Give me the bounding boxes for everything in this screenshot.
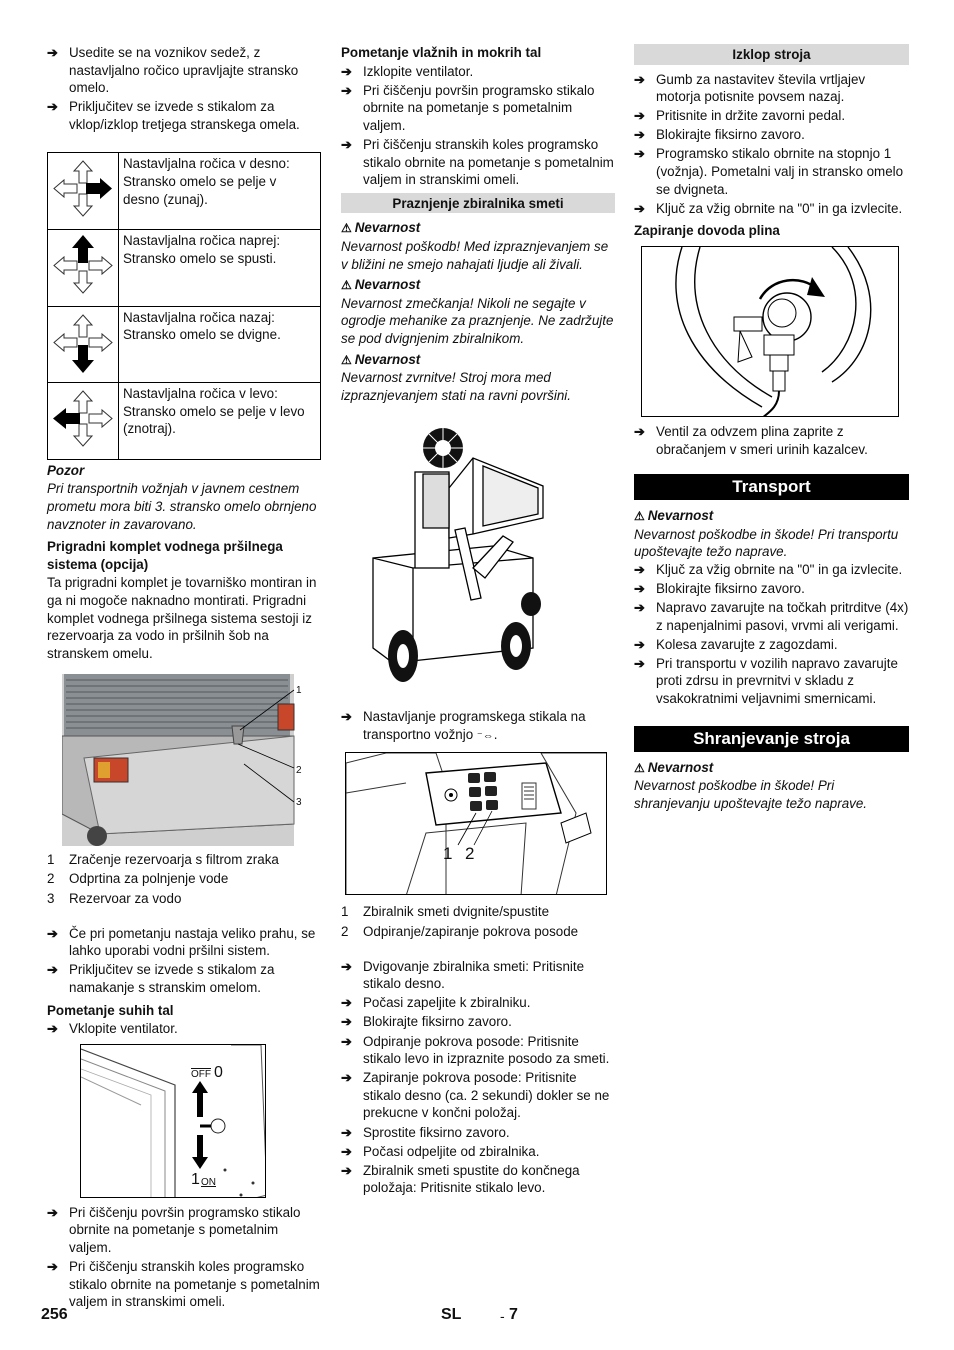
warning-text: Nevarnost poškodb! Med izpraznjevanjem se v bližini ne smejo nahajati ljudje ali živali. <box>341 238 609 272</box>
warning-title: ⚠ Nevarnost <box>634 759 714 775</box>
list-item: ➔ Pri čiščenju površin programsko stikalo obrnite na pometanje s pometalnim valjem. <box>341 82 595 133</box>
list-item: ➔ Ventil za odvzem plina zaprite z obračanjem v smeri urinih kazalcev. <box>634 423 868 457</box>
pozor-text: Pri transportnih vožnjah v javnem cestnem prometu mora biti 3. stransko omelo obrnjeno navznoter in zavarovano. <box>47 481 317 532</box>
arrow-right-icon: ➔ <box>341 1143 352 1159</box>
arrow-right-icon: ➔ <box>47 1259 58 1274</box>
arrow-right-icon: ➔ <box>47 45 58 60</box>
list-item: ➔ Gumb za nastavitev števila vrtljajev motorja potisnite povsem nazaj. <box>634 71 866 105</box>
legend-item: 3 Rezervoar za vodo <box>47 890 182 906</box>
pozor-title: Pozor <box>47 462 85 478</box>
arrow-right-icon: ➔ <box>341 1014 352 1030</box>
list-item: ➔ Pri čiščenju površin programsko stikalo obrnite na pometanje s pometalnim valjem. <box>47 1204 301 1255</box>
section-heading: Izklop stroja <box>634 44 909 65</box>
arrow-right-icon: ➔ <box>634 600 645 616</box>
language-code: SL <box>441 1306 462 1323</box>
arrow-right-icon: ➔ <box>341 63 352 79</box>
lever-down-text: Nastavljalna ročica nazaj: Stransko omelo se dvigne. <box>119 306 321 383</box>
warning-triangle-icon: ⚠ <box>341 221 352 236</box>
legend-item: 1 Zračenje rezervoarja s filtrom zraka <box>47 852 279 868</box>
arrow-right-icon: ➔ <box>634 146 645 162</box>
warning-text: Nevarnost poškodbe in škode! Pri transportu upoštevajte težo naprave. <box>634 526 899 560</box>
table-row <box>48 230 321 307</box>
list-item: ➔ Pri transportu v vozilih napravo zavarujte proti zdrsu in prevrnitvi v skladu z vsakokratnimi veljavnimi smernicami. <box>634 655 898 707</box>
lever-right-icon <box>48 153 119 230</box>
footer-separator: - <box>500 1308 505 1324</box>
list-item: ➔ Blokirajte fiksirno zavoro. <box>634 127 805 143</box>
gas-valve-figure <box>641 246 899 417</box>
list-item: ➔ Pri čiščenju stranskih koles programsko stikalo obrnite na pometanje s pometalnim valjem in stranskimi omeli. <box>341 136 614 188</box>
arrow-right-icon: ➔ <box>341 1124 352 1140</box>
switch-illustration <box>81 1045 266 1198</box>
water-tank-illustration <box>62 674 322 846</box>
wet-title: Pometanje vlažnih in mokrih tal <box>341 45 542 60</box>
arrow-right-icon: ➔ <box>47 962 58 978</box>
arrow-right-icon: ➔ <box>634 561 645 577</box>
warning-triangle-icon: ⚠ <box>341 352 352 367</box>
list-item: ➔ Napravo zavarujte na točkah pritrditve (4x) z napenjalnimi pasovi, vrvmi ali verigami. <box>634 600 909 633</box>
column-2 <box>341 44 615 1198</box>
switch-on-number: 1 <box>191 1170 200 1188</box>
list-item: ➔ Izklopite ventilator. <box>341 63 474 79</box>
arrow-right-icon: ➔ <box>634 71 645 87</box>
arrow-right-icon: ➔ <box>634 108 645 124</box>
arrow-right-icon: ➔ <box>47 99 58 115</box>
arrow-right-icon: ➔ <box>634 655 645 671</box>
figure-label: 3 <box>296 797 302 809</box>
list-item: ➔ Blokirajte fiksirno zavoro. <box>634 581 805 596</box>
list-item: ➔ Nastavljanje programskega stikala na transportno vožnjo ⁻⇔. <box>341 708 615 745</box>
list-item: ➔ Kolesa zavarujte z zagozdami. <box>634 636 838 652</box>
figure-label: 1 <box>296 685 302 697</box>
arrow-right-icon: ➔ <box>634 127 645 143</box>
lever-table <box>47 152 321 459</box>
switch-off-label: $\overline{OFF}$ <box>191 1068 211 1080</box>
warning-title: ⚠ Nevarnost <box>341 351 421 367</box>
arrow-right-icon: ➔ <box>341 136 352 152</box>
table-row <box>48 306 321 383</box>
list-item: ➔ Blokirajte fiksirno zavoro. <box>341 1014 512 1030</box>
list-item: ➔ Zbiralnik smeti spustite do končnega položaja: Pritisnite stikalo levo. <box>341 1162 580 1196</box>
arrow-right-icon: ➔ <box>634 423 645 439</box>
table-row <box>48 383 321 460</box>
figure-label: 2 <box>296 765 302 777</box>
warning-title: ⚠ Nevarnost <box>341 277 421 293</box>
column-1 <box>47 44 321 1312</box>
control-panel-figure <box>345 752 607 895</box>
warning-text: Nevarnost zmečkanja! Nikoli ne segajte v ogrodje mehanike za praznjenje. Ne zadržujte se pod dvignjenim zbiralnikom. <box>341 295 614 346</box>
section-heading-storage: Shranjevanje stroja <box>634 726 909 752</box>
list-item: ➔ Ključ za vžig obrnite na "0" in ga izvlecite. <box>634 200 903 216</box>
arrow-right-icon: ➔ <box>341 1162 352 1178</box>
warning-triangle-icon: ⚠ <box>634 760 645 775</box>
lever-up-icon <box>48 230 119 307</box>
control-panel-illustration <box>346 753 607 895</box>
legend-item: 1 Zbiralnik smeti dvignite/spustite <box>341 904 550 920</box>
figure-label: 2 <box>465 844 475 864</box>
dry-title: Pometanje suhih tal <box>47 1002 174 1018</box>
figure-label: 1 <box>443 844 453 864</box>
arrow-right-icon: ➔ <box>47 1021 58 1037</box>
list-item: ➔ Pritisnite in držite zavorni pedal. <box>634 108 846 124</box>
lever-down-icon <box>48 306 119 383</box>
list-item: ➔ Pri čiščenju stranskih koles programsko stikalo obrnite na pometanje s pometalnim valjem in stranskimi omeli. <box>47 1259 320 1310</box>
list-item: ➔ Priključitev se izvede s stikalom za vklop/izklop tretjega stranskega omela. <box>47 99 300 132</box>
list-item: ➔ Odpiranje pokrova posode: Pritisnite stikalo levo in izpraznite posodo za smeti. <box>341 1033 610 1067</box>
lever-left-text: Nastavljalna ročica v levo: Stransko omelo se pelje v levo (znotraj). <box>119 383 321 460</box>
transport-mode-icon: ⁻⇔ <box>476 729 494 742</box>
list-item: ➔ Počasi odpeljite od zbiralnika. <box>341 1143 540 1159</box>
lever-left-icon <box>48 383 119 460</box>
kit-title: Prigradni komplet vodnega pršilnega sistema (opcija) <box>47 539 283 572</box>
legend-item: 2 Odprtina za polnjenje vode <box>47 871 229 887</box>
sweeper-illustration <box>353 418 553 698</box>
sub-page-number: 7 <box>509 1306 518 1323</box>
list-item: ➔ Če pri pometanju nastaja veliko prahu, se lahko uporabi vodni pršilni sistem. <box>47 925 316 959</box>
warning-title: ⚠ Nevarnost <box>341 220 421 236</box>
list-item: ➔ Počasi zapeljite k zbiralniku. <box>341 995 531 1011</box>
switch-on-label: ON <box>201 1176 216 1188</box>
arrow-right-icon: ➔ <box>341 709 352 725</box>
sweeper-figure <box>353 418 553 698</box>
arrow-right-icon: ➔ <box>341 958 352 974</box>
switch-off-number: 0 <box>214 1063 223 1081</box>
arrow-right-icon: ➔ <box>47 1204 58 1220</box>
warning-triangle-icon: ⚠ <box>341 278 352 293</box>
arrow-right-icon: ➔ <box>634 636 645 652</box>
list-item: ➔ Programsko stikalo obrnite na stopnjo 1 (vožnja). Pometalni valj in stransko omelo se dvigneta. <box>634 146 904 197</box>
warning-title: ⚠ Nevarnost <box>634 508 714 524</box>
legend-item: 2 Odpiranje/zapiranje pokrova posode <box>341 923 579 939</box>
arrow-right-icon: ➔ <box>341 995 352 1011</box>
arrow-right-icon: ➔ <box>341 1033 352 1049</box>
list-item: ➔ Dvigovanje zbiralnika smeti: Pritisnite stikalo desno. <box>341 958 585 992</box>
kit-text: Ta prigradni komplet je tovarniško montiran in ga ni mogoče naknadno montirati. Prigradni komplet vodnega pršilnega sistema sestoji iz rezervoarja za vodo in pršilnih šob na stranskem omelu. <box>47 575 317 661</box>
arrow-right-icon: ➔ <box>341 1070 352 1086</box>
list-item: ➔ Zapiranje pokrova posode: Pritisnite stikalo desno (ca. 2 sekundi) dokler se ne prekucne v končni položaj. <box>341 1070 610 1121</box>
switch-figure <box>80 1044 266 1198</box>
page-number: 256 <box>41 1306 68 1323</box>
column-3 <box>634 44 909 812</box>
list-item: ➔ Vklopite ventilator. <box>47 1021 178 1037</box>
section-heading: Praznjenje zbiralnika smeti <box>341 193 615 214</box>
section-heading-transport: Transport <box>634 474 909 500</box>
list-item: ➔ Ključ za vžig obrnite na "0" in ga izvlecite. <box>634 561 903 577</box>
arrow-right-icon: ➔ <box>341 82 352 98</box>
lever-right-text: Nastavljalna ročica v desno: Stransko omelo se pelje v desno (zunaj). <box>119 153 321 230</box>
warning-text: Nevarnost zvrnitve! Stroj mora med izpraznjevanjem stati na ravni površini. <box>341 370 571 403</box>
warning-text: Nevarnost poškodbe in škode! Pri shranjevanju upoštevajte težo naprave. <box>634 778 868 811</box>
warning-triangle-icon: ⚠ <box>634 509 645 524</box>
arrow-right-icon: ➔ <box>47 925 58 941</box>
gas-valve-illustration <box>642 247 899 417</box>
water-tank-figure <box>62 674 322 846</box>
table-row <box>48 153 321 230</box>
lever-up-text: Nastavljalna ročica naprej: Stransko omelo se spusti. <box>119 230 321 307</box>
list-item: ➔ Priključitev se izvede s stikalom za namakanje s stranskim omelom. <box>47 962 275 995</box>
gas-title: Zapiranje dovoda plina <box>634 223 780 239</box>
arrow-right-icon: ➔ <box>634 581 645 596</box>
arrow-right-icon: ➔ <box>634 200 645 216</box>
list-item: ➔ Sprostite fiksirno zavoro. <box>341 1124 510 1140</box>
list-item: ➔ Usedite se na voznikov sedež, z nastavljalno ročico upravljajte stransko omelo. <box>47 45 299 96</box>
